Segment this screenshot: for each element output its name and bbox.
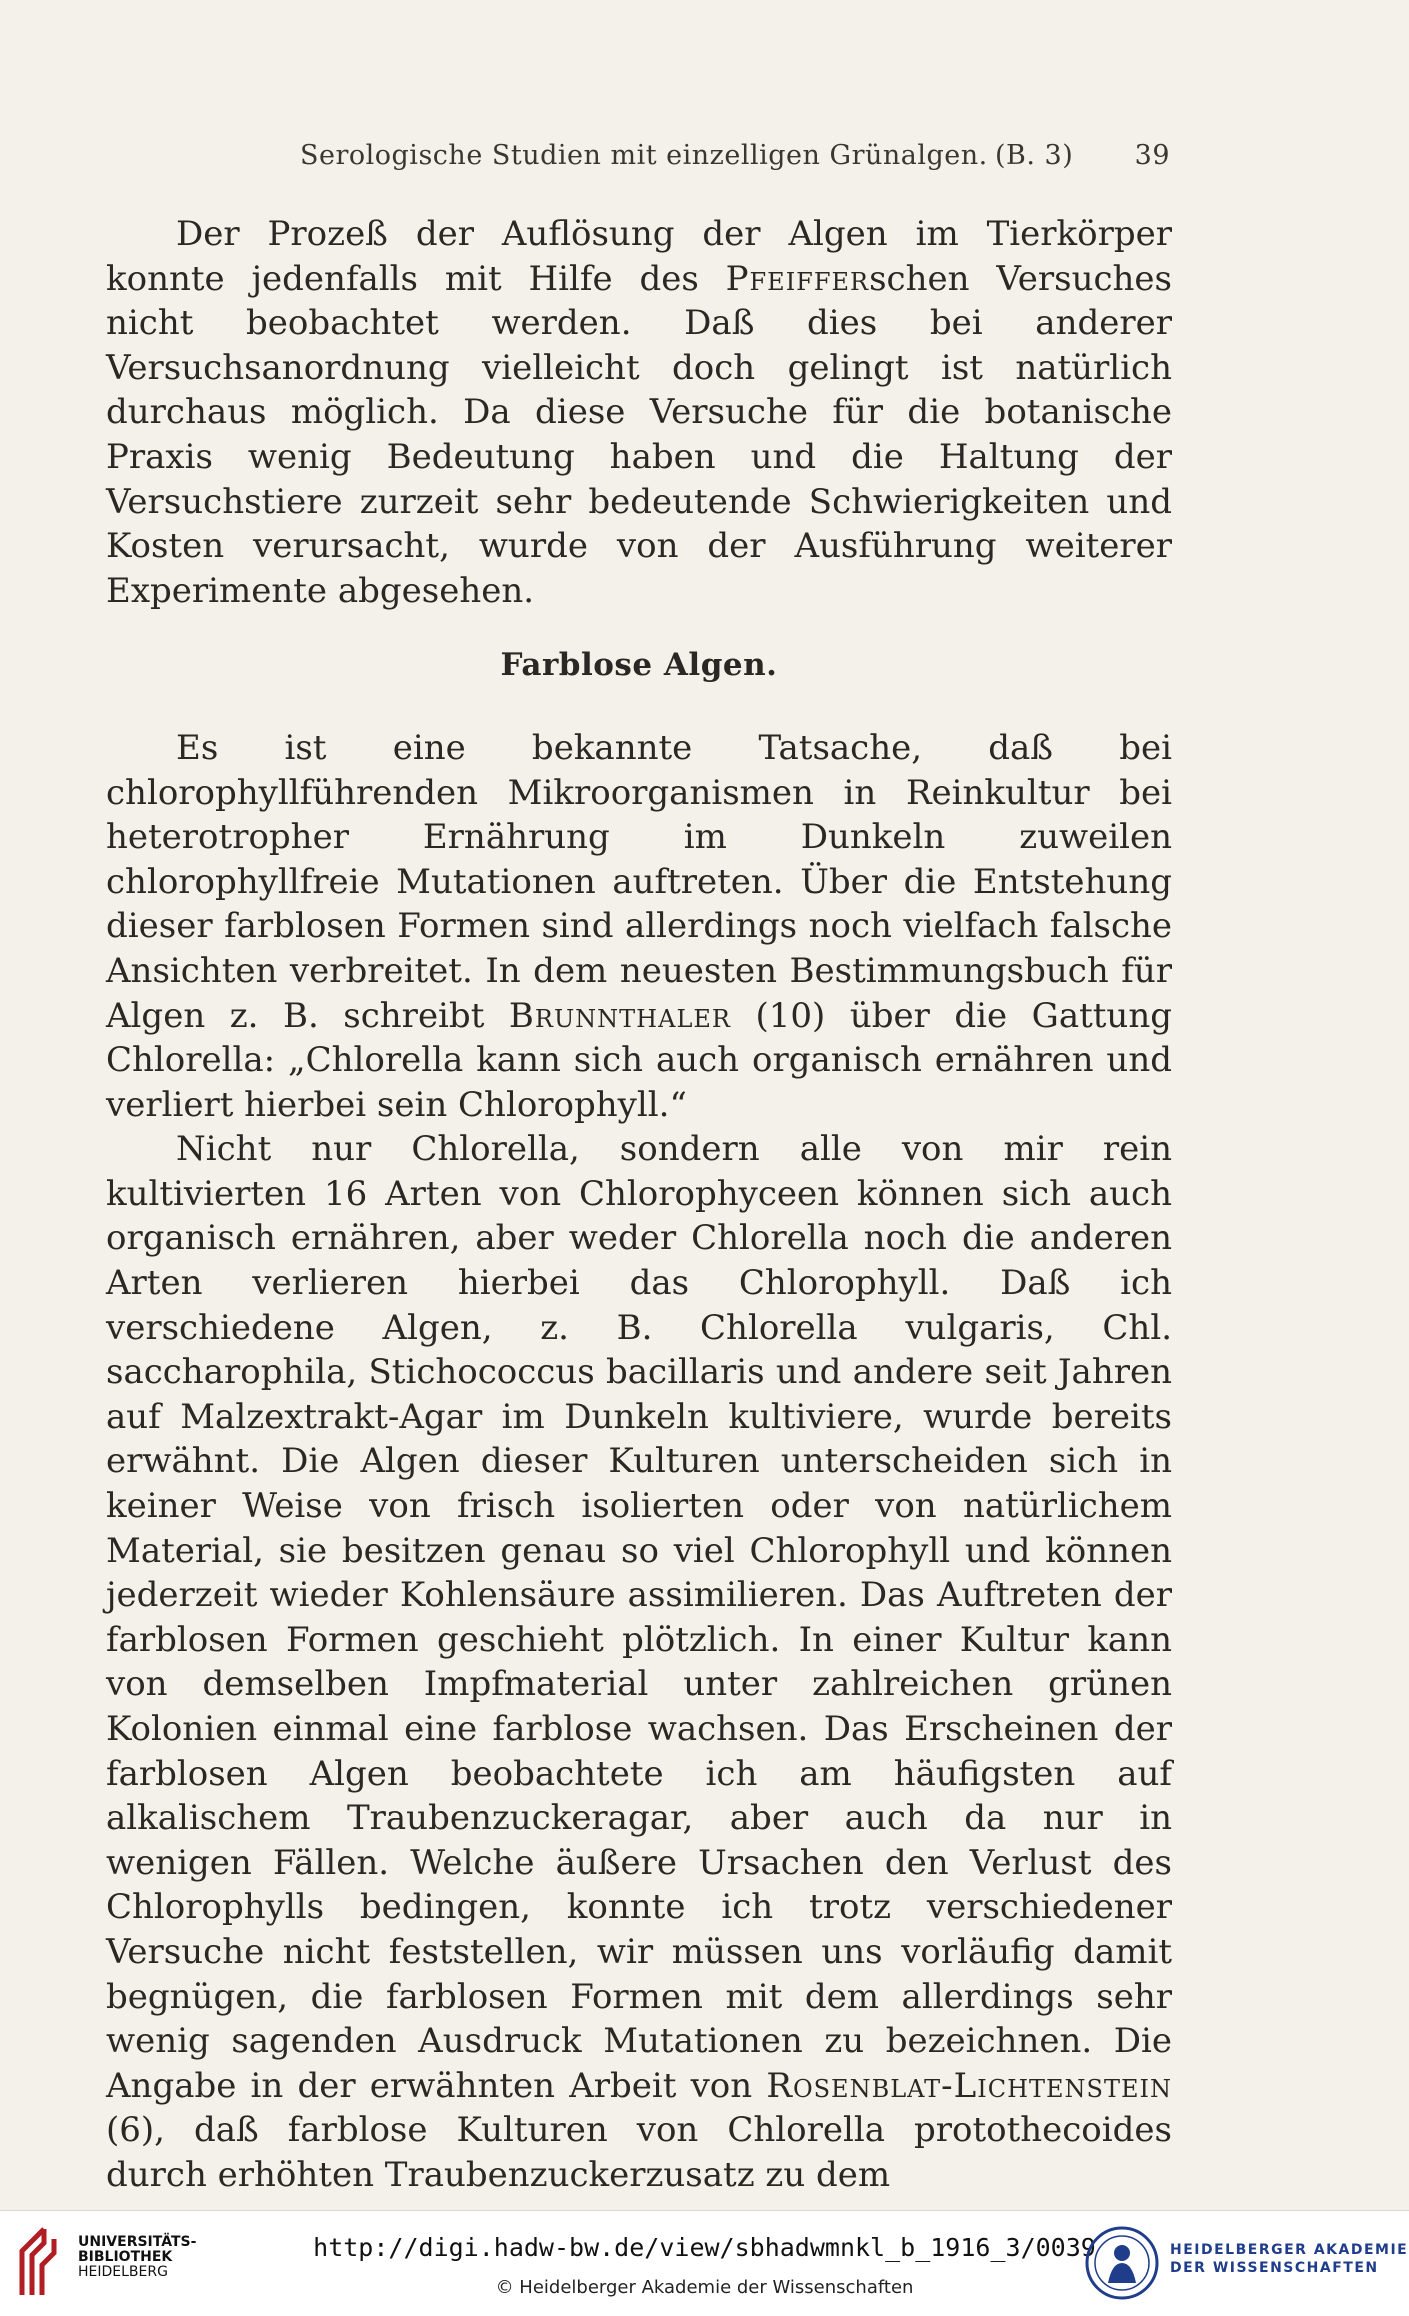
academy-name-line-2: DER WISSENSCHAFTEN (1170, 2260, 1379, 2276)
body-text (106, 212, 1172, 2198)
section-heading: Farblose Algen. (500, 647, 778, 684)
paragraph-3-text-rest: (6), daß farblose Kulturen von Chlorella protothecoides durch erhöhten Traubenzuckerzusatz zu dem (106, 2110, 1172, 2195)
author-name-pfeiffer: Pfeiffer (725, 258, 870, 299)
academy-name-line-1: HEIDELBERGER AKADEMIE (1170, 2242, 1409, 2258)
paragraph-1 (106, 212, 1172, 613)
paragraph-1-text: Der Prozeß der Auflösung der Algen im Tierkörper konnte jedenfalls mit Hilfe des (106, 214, 1172, 299)
ub-line-3: HEIDELBERG (78, 2264, 168, 2280)
paragraph-3 (106, 1127, 1172, 2197)
footer-bar (0, 2210, 1409, 2316)
ub-line-1: UNIVERSITÄTS- (78, 2234, 197, 2250)
academy-seal-icon (1084, 2225, 1160, 2301)
page-number: 39 (1134, 140, 1170, 171)
academy-name (1170, 2241, 1408, 2277)
copyright-notice: © Heidelberger Akademie der Wissenschaften (495, 2277, 914, 2298)
running-head-title: Serologische Studien mit einzelligen Grünalgen. (300, 140, 988, 171)
running-head-ref: (B. 3) (995, 140, 1074, 171)
paragraph-2 (106, 726, 1172, 1127)
author-name-rosenblat-lichtenstein: Rosenblat-Lichtenstein (766, 2065, 1172, 2106)
paragraph-3-text: Nicht nur Chlorella, sondern alle von mir rein kultivierten 16 Arten von Chlorophyceen können sich auch organisch ernähren, aber weder Chlorella noch die anderen Arten verlieren hierbei das Chlorophyll. Daß ich verschiedene Algen, z. B. Chlorella vulgaris, Chl. saccharophila, Stichococcus bacillaris und andere seit Jahren auf Malzextrakt-Agar im Dunkeln kultiviere, wurde bereits erwähnt. Die Algen dieser Kulturen unterscheiden sich in keiner Weise von frisch isolierten oder von natürlichem Material, sie besitzen genau so viel Chlorophyll und können jederzeit wieder Kohlensäure assimilieren. Das Auftreten der farblosen Formen geschieht plötzlich. In einer Kultur kann von demselben Impfmaterial unter zahlreichen grünen Kolonien einmal eine farblose wachsen. Das Erscheinen der farblosen Algen beobachtete ich am häufigsten auf alkalischem Traubenzuckeragar, aber auch da nur in wenigen Fällen. Welche äußere Ursachen den Verlust des Chlorophylls bedingen, konnte ich trotz verschiedener Versuche nicht feststellen, wir müssen uns vorläufig damit begnügen, die farblosen Formen mit dem allerdings sehr wenig sagenden Ausdruck Mutationen zu bezeichnen. Die Angabe in der erwähnten Arbeit von (106, 1129, 1172, 2106)
author-name-brunnthaler: Brunnthaler (508, 995, 731, 1036)
paragraph-2-text: Es ist eine bekannte Tatsache, daß bei chlorophyllführenden Mikroorganismen in Reinkultur bei heterotropher Ernährung im Dunkeln zuweilen chlorophyllfreie Mutationen auftreten. Über die Entstehung dieser farblosen Formen sind allerdings noch vielfach falsche Ansichten verbreitet. In dem neuesten Bestimmungsbuch für Algen z. B. schreibt (106, 727, 1172, 1036)
ub-line-2: BIBLIOTHEK (78, 2249, 173, 2265)
paragraph-1-text-rest: schen Versuches nicht beobachtet werden. Daß dies bei anderer Versuchsanordnung vielleicht doch gelingt ist natürlich durchaus möglich. Da diese Versuche für die botanische Praxis wenig Bedeutung haben und die Haltung der Versuchstiere zurzeit sehr bedeutende Schwierigkeiten und Kosten verursacht, wurde von der Ausführung weiterer Experimente abgesehen. (106, 258, 1172, 611)
paragraph-2-text-rest: (10) über die Gattung Chlorella: „Chlorella kann sich auch organisch ernähren und verliert hierbei sein Chlorophyll.“ (106, 995, 1172, 1125)
permalink-url[interactable]: http://digi.hadw-bw.de/view/sbhadwmnkl_b_1916_3/0039 (313, 2233, 1096, 2262)
